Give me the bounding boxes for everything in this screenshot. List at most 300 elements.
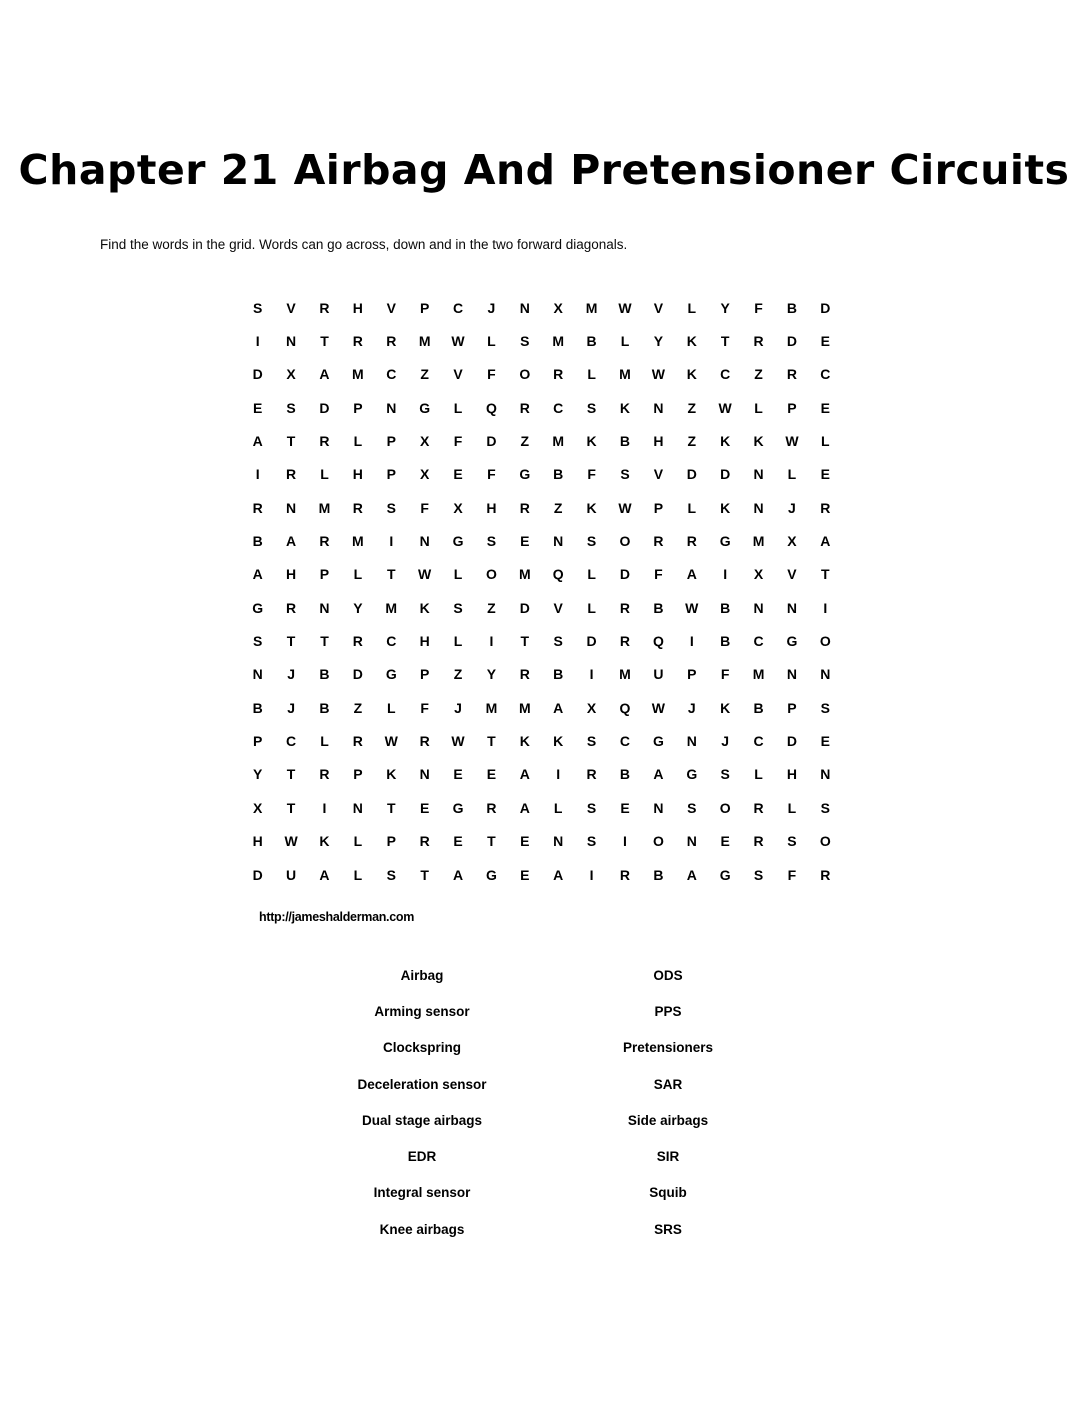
grid-letter: K [319,833,330,850]
grid-letter: E [453,766,463,783]
grid-letter: I [589,866,594,883]
grid-letter: D [820,299,831,316]
grid-letter: K [419,599,430,616]
grid-letter: C [553,399,564,416]
grid-letter: K [586,433,597,450]
grid-letter: S [586,799,597,816]
grid-letter: S [453,599,463,616]
grid-letter: P [386,466,396,483]
grid-letter: P [653,499,664,516]
grid-letter: R [519,499,530,516]
grid-letter: E [453,833,463,850]
grid-letter: B [720,599,731,616]
grid-letter: G [452,533,464,550]
grid-letter: M [385,599,398,616]
grid-letter: R [619,599,631,616]
instruction-text: Find the words in the grid. Words can go across, down and in the two forward diagonals. [100,237,628,252]
grid-letter: D [252,366,263,383]
grid-letter: L [320,466,329,483]
grid-letter: G [719,866,731,883]
grid-letter: I [723,566,728,583]
word-list-item: Squib [649,1185,687,1201]
grid-letter: D [786,333,797,350]
grid-letter: G [419,399,431,416]
grid-letter: B [252,699,263,716]
grid-letter: O [485,566,497,583]
grid-letter: L [754,399,763,416]
grid-letter: T [386,566,396,583]
grid-letter: E [419,799,430,816]
grid-letter: H [352,466,363,483]
grid-letter: H [286,566,297,583]
grid-letter: F [587,466,596,483]
grid-letter: B [252,533,263,550]
grid-letter: P [253,733,263,750]
grid-letter: R [286,466,297,483]
grid-letter: J [487,299,496,316]
grid-letter: A [519,799,530,816]
grid-letter: C [820,366,831,383]
grid-letter: Z [687,399,697,416]
grid-letter: G [452,799,464,816]
grid-letter: R [252,499,263,516]
grid-letter: S [253,633,263,650]
word-list-right [500,957,836,1247]
grid-letter: H [352,299,363,316]
grid-letter: U [653,666,664,683]
grid-letter: R [519,666,530,683]
grid-letter: O [819,833,831,850]
grid-letter: O [619,533,631,550]
grid-letter: M [352,533,364,550]
grid-letter: R [352,633,363,650]
word-list-item: ODS [653,967,683,983]
grid-letter: P [386,433,396,450]
word-list-item: Integral sensor [373,1185,471,1201]
grid-letter: W [651,699,665,716]
grid-letter: W [618,499,632,516]
grid-letter: K [519,733,530,750]
grid-letter: B [653,866,664,883]
grid-letter: L [754,766,763,783]
grid-letter: A [653,766,664,783]
grid-letter: V [453,366,463,383]
grid-letter: Z [553,499,563,516]
grid-letter: E [820,466,830,483]
grid-letter: L [553,799,563,816]
grid-letter: K [720,499,731,516]
source-url: http://jameshalderman.com [259,910,415,924]
grid-letter: N [653,399,664,416]
grid-letter: R [319,766,330,783]
grid-letter: P [787,699,797,716]
grid-letter: R [352,499,363,516]
grid-letter: E [820,733,830,750]
grid-letter: X [253,799,263,816]
grid-letter: R [686,533,697,550]
grid-letter: N [252,666,263,683]
grid-letter: A [286,533,297,550]
word-list-item: Airbag [400,967,444,983]
grid-letter: N [352,799,363,816]
grid-letter: S [586,533,597,550]
grid-letter: T [286,633,296,650]
grid-letter: D [486,433,497,450]
grid-letter: R [820,866,831,883]
grid-letter: S [520,333,530,350]
grid-letter: O [819,633,831,650]
grid-letter: Q [652,633,664,650]
word-list-item: PPS [654,1003,682,1019]
grid-letter: T [386,799,396,816]
grid-letter: K [720,699,731,716]
grid-letter: G [786,633,798,650]
grid-letter: L [320,733,329,750]
grid-letter: E [820,333,830,350]
grid-letter: P [386,833,396,850]
grid-letter: T [320,633,329,650]
grid-letter: R [519,399,530,416]
grid-letter: Z [687,433,697,450]
grid-letter: R [586,766,597,783]
grid-letter: N [753,466,764,483]
grid-letter: C [753,633,764,650]
grid-letter: D [319,399,330,416]
grid-letter: Z [754,366,763,383]
grid-letter: F [487,466,496,483]
grid-letter: L [453,399,463,416]
grid-letter: E [620,799,630,816]
grid-letter: S [586,833,597,850]
grid-letter: B [619,433,631,450]
grid-letter: E [520,533,530,550]
grid-letter: J [287,666,295,683]
grid-letter: R [319,433,330,450]
grid-letter: A [686,566,697,583]
grid-letter: X [553,299,563,316]
grid-letter: R [486,799,497,816]
grid-letter: L [587,599,596,616]
grid-letter: W [718,399,732,416]
grid-letter: E [720,833,730,850]
grid-letter: R [619,633,631,650]
grid-letter: N [753,599,764,616]
grid-letter: G [485,866,497,883]
grid-letter: X [453,499,463,516]
grid-letter: G [686,766,698,783]
grid-letter: E [520,833,530,850]
grid-letter: W [451,333,465,350]
grid-letter: A [319,366,330,383]
grid-letter: Z [420,366,429,383]
grid-letter: Y [353,599,363,616]
grid-letter: O [719,799,731,816]
grid-letter: Q [619,699,631,716]
grid-letter: R [352,733,363,750]
grid-letter: A [686,866,697,883]
grid-letter: N [419,766,430,783]
grid-letter: I [556,766,561,783]
grid-letter: L [353,433,363,450]
grid-letter: T [420,866,429,883]
grid-letter: M [518,699,531,716]
grid-letter: N [286,499,297,516]
grid-letter: Z [453,666,463,683]
grid-letter: I [322,799,327,816]
grid-letter: A [553,699,564,716]
grid-letter: N [686,733,697,750]
grid-letter: P [353,766,363,783]
grid-letter: K [720,433,731,450]
grid-letter: S [386,866,396,883]
grid-letter: Q [485,399,497,416]
grid-letter: J [454,699,462,716]
grid-letter: Z [353,699,363,716]
grid-letter: N [319,599,330,616]
grid-letter: A [452,866,464,883]
grid-letter: I [623,833,627,850]
grid-letter: N [820,666,831,683]
grid-letter: T [286,799,296,816]
grid-letter: M [318,499,331,516]
grid-letter: E [453,466,463,483]
grid-letter: J [788,499,796,516]
grid-letter: L [587,566,596,583]
grid-letter: T [320,333,329,350]
grid-letter: M [352,366,364,383]
grid-letter: F [787,866,797,883]
grid-letter: M [752,533,765,550]
grid-letter: T [286,766,296,783]
grid-letter: L [687,299,697,316]
grid-letter: X [286,366,296,383]
grid-letter: P [787,399,797,416]
grid-letter: M [619,366,631,383]
word-list-item: Deceleration sensor [357,1076,487,1092]
grid-letter: H [252,833,263,850]
grid-letter: N [786,599,797,616]
grid-letter: D [519,599,530,616]
grid-letter: N [653,799,664,816]
grid-letter: Y [486,666,497,683]
grid-letter: F [720,666,730,683]
grid-letter: M [418,333,431,350]
grid-letter: N [386,399,397,416]
grid-letter: S [553,633,563,650]
grid-letter: N [786,666,797,683]
grid-letter: K [619,399,631,416]
grid-letter: C [452,299,464,316]
grid-letter: N [753,499,764,516]
grid-letter: M [619,666,631,683]
grid-letter: B [619,766,631,783]
grid-letter: Z [520,433,530,450]
word-list-item: SAR [653,1076,683,1092]
grid-letter: M [485,699,498,716]
grid-letter: K [686,333,697,350]
grid-letter: L [687,499,697,516]
grid-letter: T [286,433,296,450]
grid-letter: R [286,599,297,616]
grid-letter: S [820,799,830,816]
grid-letter: P [319,566,330,583]
grid-letter: T [720,333,730,350]
grid-letter: L [386,699,396,716]
page-title: Chapter 21 Airbag And Pretensioner Circuits [18,146,1070,194]
grid-letter: K [386,766,397,783]
grid-letter: B [319,699,330,716]
grid-letter: X [586,699,597,716]
grid-letter: S [820,699,830,716]
grid-letter: O [519,366,531,383]
grid-letter: E [820,399,830,416]
grid-letter: H [419,633,430,650]
grid-letter: D [586,633,597,650]
grid-letter: P [419,299,430,316]
grid-letter: A [553,866,564,883]
grid-letter: N [553,833,564,850]
grid-letter: V [653,299,664,316]
grid-letter: W [418,566,432,583]
grid-letter: B [319,666,330,683]
grid-letter: L [353,866,363,883]
grid-letter: B [553,466,564,483]
grid-letter: R [753,333,764,350]
grid-letter: V [787,566,797,583]
grid-letter: M [518,566,531,583]
word-list-item: Side airbags [627,1112,709,1128]
grid-letter: L [587,366,596,383]
grid-letter: R [553,366,564,383]
grid-letter: P [419,666,430,683]
grid-letter: R [753,799,764,816]
grid-letter: I [489,633,494,650]
grid-letter: S [586,399,597,416]
grid-letter: T [520,633,530,650]
grid-letter: S [486,533,497,550]
word-list-item: Arming sensor [374,1003,470,1019]
grid-letter: F [487,366,496,383]
grid-letter: U [286,866,297,883]
grid-letter: L [487,333,496,350]
grid-letter: I [255,333,260,350]
grid-letter: S [253,299,263,316]
grid-letter: S [286,399,296,416]
grid-letter: G [652,733,664,750]
grid-letter: X [753,566,764,583]
grid-letter: T [821,566,830,583]
grid-letter: N [553,533,564,550]
grid-letter: P [687,666,697,683]
grid-letter: R [820,499,831,516]
grid-letter: Y [653,333,664,350]
grid-letter: V [386,299,396,316]
grid-letter: D [720,466,731,483]
grid-letter: C [753,733,764,750]
grid-letter: V [553,599,563,616]
grid-letter: O [652,833,664,850]
grid-letter: W [618,299,632,316]
grid-letter: J [721,733,730,750]
grid-letter: P [353,399,363,416]
grid-letter: Z [487,599,496,616]
grid-letter: F [420,499,429,516]
grid-letter: F [453,433,463,450]
grid-letter: I [389,533,394,550]
grid-letter: M [752,666,765,683]
word-list-item: Pretensioners [622,1040,714,1056]
grid-letter: L [453,566,463,583]
grid-letter: H [486,499,497,516]
grid-letter: G [252,599,264,616]
grid-letter: L [821,433,830,450]
grid-letter: Y [720,299,730,316]
grid-letter: R [786,366,797,383]
grid-letter: V [653,466,664,483]
grid-letter: F [420,699,429,716]
grid-letter: J [287,699,295,716]
grid-letter: L [787,799,797,816]
grid-letter: W [284,833,298,850]
grid-letter: W [651,366,665,383]
grid-letter: L [453,633,463,650]
grid-letter: T [487,733,496,750]
word-list-item: Dual stage airbags [361,1112,483,1128]
grid-letter: R [419,833,430,850]
grid-letter: R [319,299,330,316]
grid-letter: I [589,666,594,683]
grid-letter: E [486,766,497,783]
grid-letter: L [787,466,797,483]
grid-letter: B [753,699,764,716]
grid-letter: I [689,633,694,650]
grid-letter: S [586,733,597,750]
grid-letter: K [586,499,597,516]
grid-letter: N [519,299,530,316]
grid-letter: M [552,333,565,350]
grid-letter: C [386,366,397,383]
word-list-item: EDR [407,1149,437,1165]
word-search-grid [241,291,842,891]
grid-letter: A [519,766,530,783]
grid-letter: S [386,499,396,516]
grid-letter: K [753,433,764,450]
grid-letter: G [719,533,731,550]
grid-letter: H [653,433,664,450]
grid-letter: K [553,733,564,750]
grid-letter: N [686,833,697,850]
grid-letter: A [252,433,263,450]
grid-letter: B [653,599,664,616]
grid-letter: S [720,766,730,783]
grid-letter: W [685,599,699,616]
grid-letter: M [552,433,565,450]
grid-letter: R [753,833,764,850]
grid-letter: I [255,466,260,483]
word-list-item: SRS [654,1221,682,1237]
grid-letter: D [786,733,797,750]
grid-letter: N [820,766,831,783]
grid-letter: L [353,833,363,850]
grid-letter: N [286,333,297,350]
grid-letter: M [585,299,598,316]
grid-letter: A [820,533,831,550]
grid-letter: W [384,733,398,750]
grid-letter: G [385,666,397,683]
grid-letter: H [786,766,797,783]
grid-letter: R [386,333,397,350]
grid-letter: X [419,433,430,450]
